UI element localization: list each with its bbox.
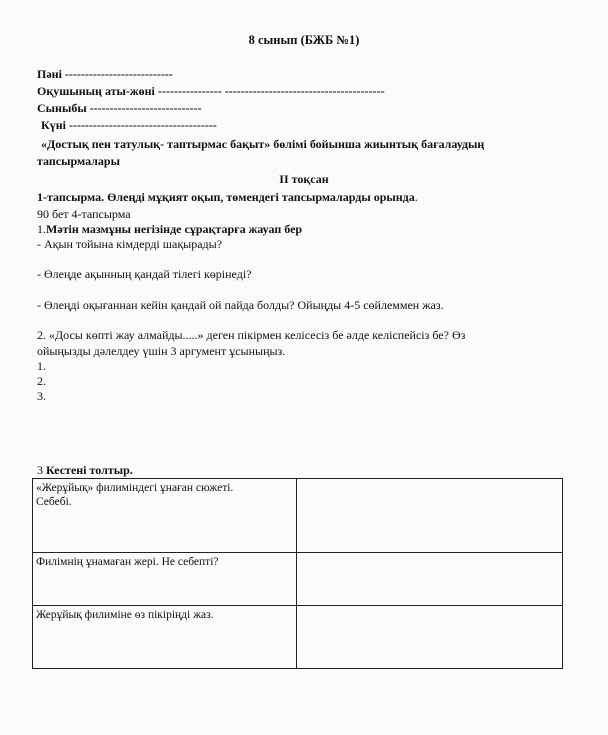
answer-table (32, 478, 563, 669)
task2-item-2: 2. (37, 374, 46, 388)
prompt-line: Филімнің ұнамаған жері. Не себепті? (36, 556, 219, 568)
table-prompt-cell (33, 606, 297, 669)
table-answer-cell[interactable] (297, 553, 563, 606)
question-1: - Ақын тойына кімдерді шақырады? (37, 237, 223, 251)
question-3: - Өлеңді оқығаннан кейін қандай ой пайда болды? Ойыңды 4-5 сөйлеммен жаз. (37, 298, 444, 312)
table-row (33, 606, 563, 669)
table-row (33, 553, 563, 606)
subject-field: Пәні --------------------------- (37, 67, 173, 81)
prompt-line: Жерұйық филиміне өз пікіріңді жаз. (36, 609, 214, 621)
table-row (33, 479, 563, 553)
prompt-line: «Жерұйық» филиміндегі ұнаған сюжеті. (36, 482, 234, 494)
page-title: 8 сынып (БЖБ №1) (248, 33, 360, 47)
task2-item-3: 3. (37, 389, 46, 403)
class-field: Сыныбы ---------------------------- (37, 101, 202, 115)
sub-heading-text: Мәтін мазмұны негізінде сұрақтарға жауап бер (46, 222, 303, 236)
task2-line1: 2. «Досы көпті жау алмайды.....» деген пікірмен келісесіз бе әлде келіспейсіз бе? Өз (37, 328, 466, 342)
task2-item-1: 1. (37, 359, 46, 373)
student-name-field: Оқушының аты-жөні ---------------- ---------------------------------------- (37, 84, 385, 98)
task2-line2: ойыңызды дәлелдеу үшін 3 аргумент ұсыныңыз. (37, 344, 286, 358)
date-field: Күні ------------------------------------- (41, 118, 217, 132)
task3-number: 3 (37, 463, 46, 477)
table-prompt-cell (33, 553, 297, 606)
table-prompt-cell (33, 479, 297, 553)
table-answer-cell[interactable] (297, 479, 563, 553)
section-heading-line1: «Достық пен татулық- таптырмас бақыт» бөлімі бойынша жиынтық бағалаудың (41, 137, 485, 151)
task1-title (37, 190, 418, 204)
table-answer-cell[interactable] (297, 606, 563, 669)
section-heading-line2: тапсырмалары (37, 154, 120, 168)
task3-title-text: Кестені толтыр. (46, 463, 133, 477)
task3-title (37, 463, 133, 477)
sub-heading (37, 222, 302, 236)
question-2: - Өлеңде ақынның қандай тілегі көрінеді? (37, 267, 252, 281)
page-reference: 90 бет 4-тапсырма (37, 207, 131, 221)
task1-title-text: 1-тапсырма. Өлеңді мұқият оқып, төмендегі тапсырмаларды орында (37, 190, 415, 204)
prompt-line: Себебі. (36, 496, 72, 508)
quarter-heading: II тоқсан (279, 172, 329, 186)
task1-title-end: . (414, 190, 418, 204)
sub-heading-number: 1. (37, 222, 46, 236)
